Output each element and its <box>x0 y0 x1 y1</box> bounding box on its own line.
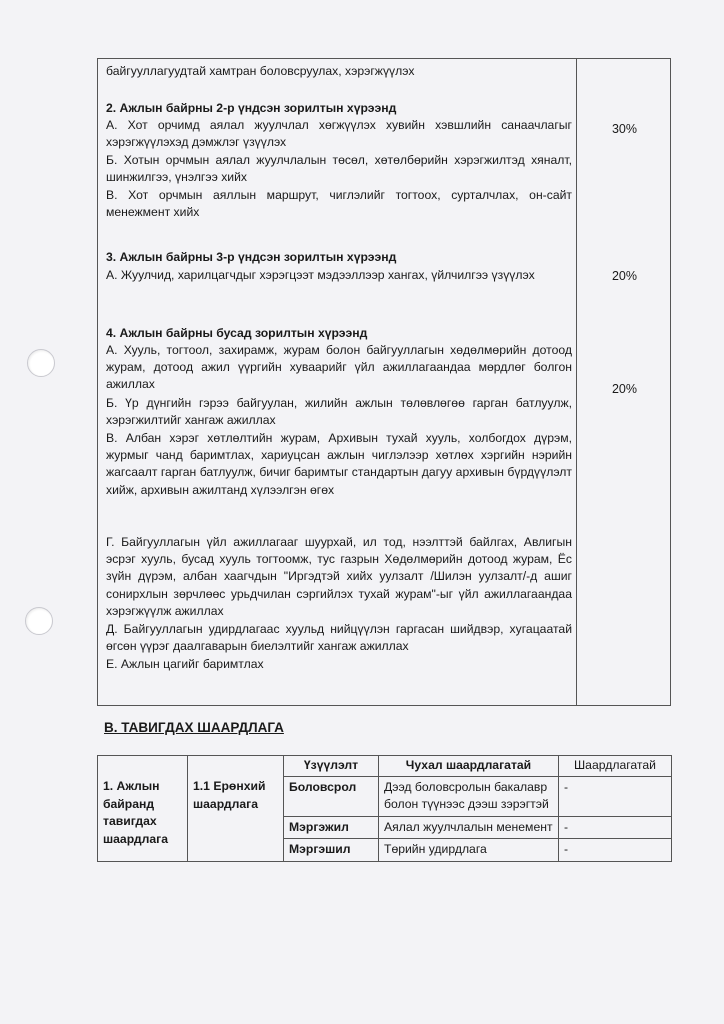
required-cell: - <box>559 776 672 816</box>
section4-percent: 20% <box>611 382 638 396</box>
section4-item-d: Г. Байгууллагын үйл ажиллагааг шуурхай, ил тод, нээлттэй байлгах, Авлигын эсрэг хууль, бусад хууль тогтоомж, тус газрын Хөдөлмөрийн дотоод журам, Ёс зүйн дүрэм, албан хаагчдын "Иргэдтэй хийх уулзалт /Шилэн уулзалт/-д ашиг сонирхлын зөрчлөөс урьдчилан сэргийлэх тухай журам"-ыг үйл ажиллагаандаа хэрэгжүүлж ажиллах <box>106 535 572 618</box>
section4-item-c: В. Албан хэрэг хөтлөлтийн журам, Архивын тухай хууль, холбогдох дүрэм, журмыг чанд баримтлах, хариуцсан ажлын чиглэлээр хөтлөх хэргийн нэрийн жагсаалт гарган батлуулж, бичиг баримтыг стандартын дагуу архивын бүрдүүлэлт хийж, архивын ажилтанд хүлээлгэн өгөх <box>106 431 572 497</box>
requirements-title: В. ТАВИГДАХ ШААРДЛАГА <box>104 720 284 735</box>
essential-cell: Аялал жуулчлалын менемент <box>379 816 559 839</box>
indicator-cell: Мэргэжил <box>284 816 379 839</box>
punch-hole <box>25 607 53 635</box>
table-row <box>98 776 672 816</box>
header-required: Шаардлагатай <box>559 756 672 777</box>
section4-item-b: Б. Үр дүнгийн гэрээ байгуулан, жилийн ажлын төлөвлөгөө гарган батлуулж, хэрэгжилтийг хангаж ажиллах <box>106 396 572 428</box>
section2-item-a: А. Хот орчимд аялал жуулчлал хөгжүүлэх хувийн хэвшлийн санаачлагыг хэрэгжүүлэхэд дэмжлэг үзүүлэх <box>106 118 572 150</box>
section3-item-a: А. Жуулчид, харилцагчдыг хэрэгцээт мэдээллээр хангах, үйлчилгээ үзүүлэх <box>106 268 535 282</box>
essential-cell: Дээд боловсролын бакалавр болон түүнээс дээш зэрэгтэй <box>379 776 559 816</box>
required-cell: - <box>559 839 672 862</box>
section4-item-f: Е. Ажлын цагийг баримтлах <box>106 657 264 671</box>
indicator-cell: Боловсрол <box>284 776 379 816</box>
section3-percent: 20% <box>611 269 638 283</box>
punch-hole <box>27 349 55 377</box>
section3-heading: 3. Ажлын байрны 3-р үндсэн зорилтын хүрээнд <box>106 250 397 264</box>
requirements-table <box>97 755 672 862</box>
header-essential: Чухал шаардлагатай <box>379 756 559 777</box>
required-cell: - <box>559 816 672 839</box>
section2-item-b: Б. Хотын орчмын аялал жуулчлалын төсөл, хөтөлбөрийн хэрэгжилтэд хяналт, шинжилгээ, үнэлгээ хийх <box>106 153 572 185</box>
section4-item-e: Д. Байгууллагын удирдлагаас хуульд нийцүүлэн гаргасан шийдвэр, хугацаатай өгсөн үүрэг даалгаварын биелэлтийг хангаж ажиллах <box>106 622 572 654</box>
section2-item-c: В. Хот орчмын аяллын маршрут, чиглэлийг тогтоох, сурталчлах, он-сайт менежмент хийх <box>106 188 572 220</box>
header-empty-cell <box>188 756 284 777</box>
indicator-cell: Мэргэшил <box>284 839 379 862</box>
section4-heading: 4. Ажлын байрны бусад зорилтын хүрээнд <box>106 326 368 340</box>
requirements-header-row <box>98 756 672 777</box>
requirement-subgroup: 1.1 Ерөнхий шаардлага <box>188 776 284 861</box>
section4-item-a: А. Хууль, тогтоол, захирамж, журам болон байгууллагын хөдөлмөрийн дотоод журам, дотоод ажил үүргийн хуваарийг үйл ажиллагаандаа мөрдлөг болгон ажиллах <box>106 343 572 392</box>
section2-heading: 2. Ажлын байрны 2-р үндсэн зорилтын хүрээнд <box>106 101 397 115</box>
duties-table <box>97 58 671 706</box>
section2-percent: 30% <box>611 122 638 136</box>
header-indicator: Үзүүлэлт <box>284 756 379 777</box>
requirement-group: 1. Ажлын байранд тавигдах шаардлага <box>98 776 188 861</box>
header-empty-cell <box>98 756 188 777</box>
duty-top-line: байгууллагуудтай хамтран боловсруулах, хэрэгжүүлэх <box>106 64 415 78</box>
essential-cell: Төрийн удирдлага <box>379 839 559 862</box>
